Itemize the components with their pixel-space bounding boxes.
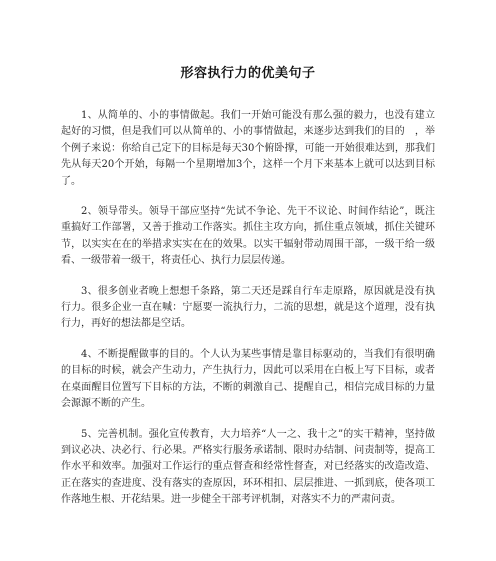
paragraph-5: 5、完善机制。强化宣传教育，大力培养“人一之、我十之”的实干精神，坚持做到议必决、决必行、行必果。严格实行服务承诺制、限时办结制、问责制等，提高工作水平和效率。加强对工作运行的重点督查和经常性督查，对已经落实的改造改造、正在落实的查进度、没有落实的查原因，环环相扣、层层推进、一抓到底，使各项工作落地生根、开花结果。进一步健全干部考评机制，对落实不力的严肃问责。 — [61, 428, 435, 506]
paragraph-3: 3、很多创业者晚上想想千条路，第二天还是踩自行车走原路，原因就是没有执行力。很多企业一直在喊：宁愿要一流执行力，二流的思想，就是这个道理，没有执行力，再好的想法都是空话。 — [61, 285, 435, 330]
page-bottom-fade — [0, 547, 496, 561]
paragraph-2: 2、领导带头。领导干部应坚持“先试不争论、先干不议论、时间作结论”，既注重搞好工作部署，又善于推动工作落实。抓住主攻方向，抓住重点领域，抓住关键环节，以实实在在的举措求实实在在的效果。以实干辐射带动周围干部，一级干给一级看、一级带着一级干，将责任心、执行力层层传递。 — [61, 206, 435, 267]
document-body — [61, 108, 435, 523]
document-title: 形容执行力的优美句子 — [180, 66, 316, 81]
paragraph-1: 1、从简单的、小的事情做起。我们一开始可能没有那么强的毅力，也没有建立起好的习惯，但是我们可以从简单的、小的事情做起，来逐步达到我们的目的 ，举个例子来说：你给自己定下的目标是每天30个俯卧撑，可能一开始很难达到，那我们先从每天20个开始，每隔一个星期增加3个，这样一个月下来基本上就可以达到目标了。 — [61, 110, 435, 187]
paragraph-4: 4、不断提醒做事的目的。个人认为某些事情是靠目标驱动的，当我们有很明确的目标的时候，就会产生动力，产生执行力，因此可以采用在白板上写下目标，或者在桌面醒目位置写下目标的方法，不断的刺激自己、提醒自己，相信完成目标的力量会源源不断的产生。 — [61, 348, 435, 410]
